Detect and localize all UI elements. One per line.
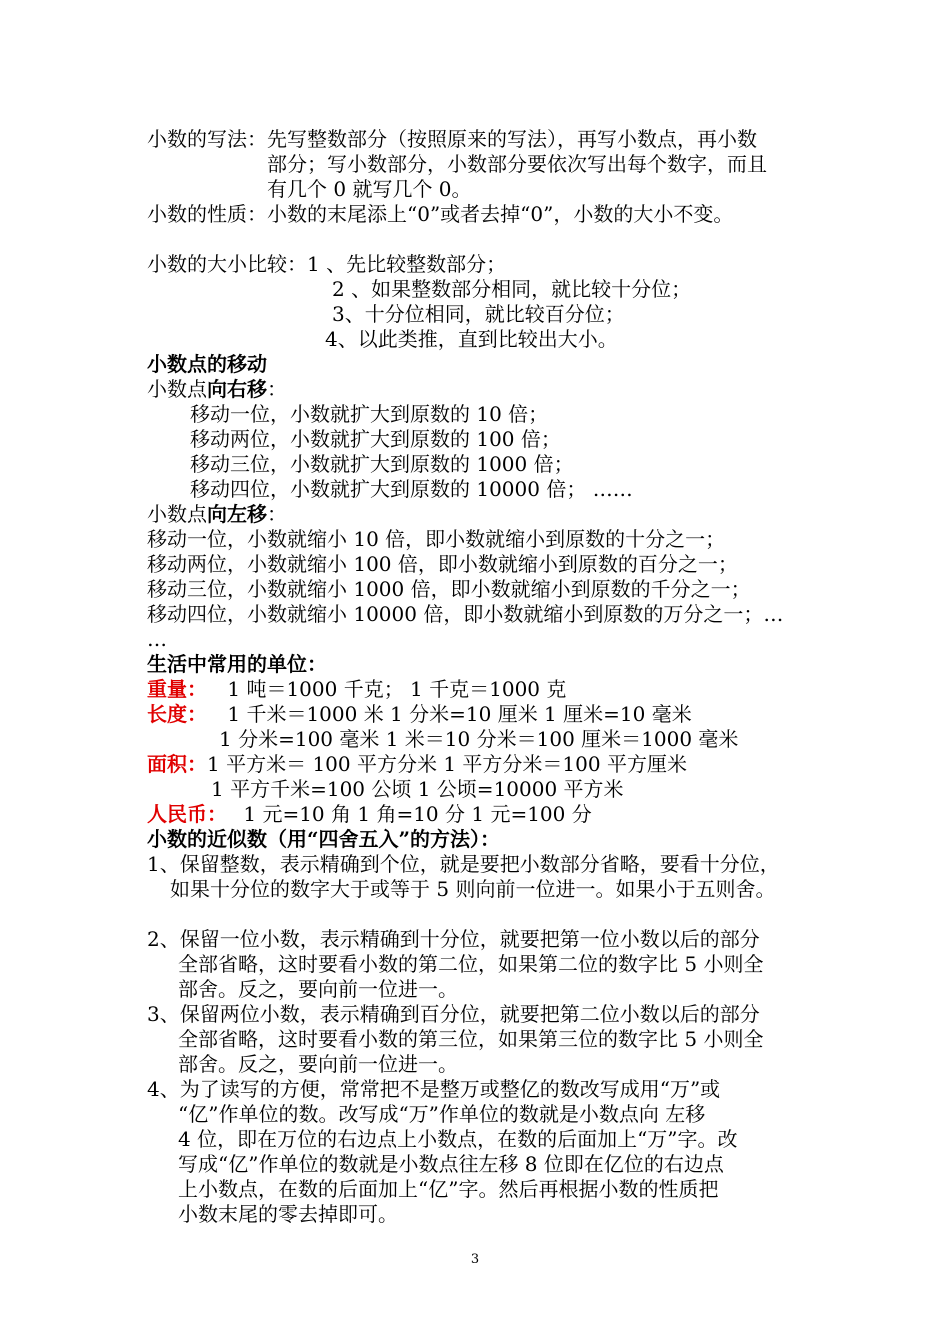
approx-p4-line: 小数末尾的零去掉即可。	[178, 1202, 398, 1226]
compare-line-4: 4、以此类推，直到比较出大小。	[325, 327, 618, 351]
move-left-item: 移动三位，小数就缩小 1000 倍，即小数就缩小到原数的千分之一；	[147, 577, 751, 601]
move-left-item: …	[147, 627, 167, 651]
move-left-prefix: 小数点	[147, 502, 207, 526]
writing-line-2: 部分；写小数部分，小数部分要依次写出每个数字，而且	[267, 152, 767, 176]
approx-p4-line: “亿”作单位的数。改写成“万”作单位的数就是小数点向 左移	[178, 1102, 706, 1126]
move-right-item: 移动四位，小数就扩大到原数的 10000 倍； ……	[190, 477, 633, 501]
units-weight-row	[147, 677, 566, 701]
compare-line-3: 3、十分位相同，就比较百分位；	[332, 302, 625, 326]
approx-heading: 小数的近似数（用“四舍五入”的方法）：	[147, 827, 501, 851]
units-money-row	[147, 802, 592, 826]
approx-p3-line: 部舍。反之，要向前一位进一。	[178, 1052, 458, 1076]
move-right-item: 移动一位，小数就扩大到原数的 10 倍；	[190, 402, 549, 426]
approx-p3-line: 3、保留两位小数，表示精确到百分位，就要把第二位小数以后的部分	[147, 1002, 760, 1026]
units-length-row	[147, 702, 692, 726]
units-length-2: 1 分米=100 毫米 1 米＝10 分米＝100 厘米＝1000 毫米	[219, 727, 739, 751]
move-right-prefix: 小数点	[147, 377, 207, 401]
move-right-heading	[147, 377, 287, 401]
move-left-item: 移动四位，小数就缩小 10000 倍，即小数就缩小到原数的万分之一；…	[147, 602, 784, 626]
move-left-suffix: ：	[267, 502, 287, 526]
units-heading: 生活中常用的单位：	[147, 652, 327, 676]
approx-p1-line: 如果十分位的数字大于或等于 5 则向前一位进一。如果小于五则舍。	[170, 877, 776, 901]
page-number: 3	[470, 1252, 480, 1267]
writing-line-1: 小数的写法：先写整数部分（按照原来的写法），再写小数点，再小数	[147, 127, 757, 151]
approx-p2-line: 全部省略，这时要看小数的第二位，如果第二位的数字比 5 小则全	[178, 952, 764, 976]
units-length-label: 长度：	[147, 702, 207, 726]
move-right-suffix: ：	[267, 377, 287, 401]
units-weight-label: 重量：	[147, 677, 207, 701]
move-left-heading	[147, 502, 287, 526]
units-money-label: 人民币：	[147, 802, 227, 826]
writing-line-3: 有几个 0 就写几个 0。	[267, 177, 472, 201]
compare-line-1: 小数的大小比较：1 、先比较整数部分；	[147, 252, 507, 276]
units-length-1: 1 千米＝1000 米 1 分米=10 厘米 1 厘米=10 毫米	[227, 702, 692, 726]
units-area-row	[147, 752, 687, 776]
units-area-1: 1 平方米＝ 100 平方分米 1 平方分米＝100 平方厘米	[207, 752, 687, 776]
move-heading: 小数点的移动	[147, 352, 267, 376]
property-line: 小数的性质：小数的末尾添上“0”或者去掉“0”，小数的大小不变。	[147, 202, 734, 226]
units-area-label: 面积：	[147, 752, 207, 776]
move-right-item: 移动三位，小数就扩大到原数的 1000 倍；	[190, 452, 574, 476]
approx-p4-line: 4、为了读写的方便，常常把不是整万或整亿的数改写成用“万”或	[147, 1077, 721, 1101]
approx-p4-line: 上小数点，在数的后面加上“亿”字。然后再根据小数的性质把	[178, 1177, 719, 1201]
approx-p3-line: 全部省略，这时要看小数的第三位，如果第三位的数字比 5 小则全	[178, 1027, 764, 1051]
units-weight: 1 吨＝1000 千克； 1 千克＝1000 克	[227, 677, 567, 701]
approx-p2-line: 部舍。反之，要向前一位进一。	[178, 977, 458, 1001]
move-left-item: 移动两位，小数就缩小 100 倍，即小数就缩小到原数的百分之一；	[147, 552, 738, 576]
approx-p2-line: 2、保留一位小数，表示精确到十分位，就要把第一位小数以后的部分	[147, 927, 760, 951]
approx-p4-line: 写成“亿”作单位的数就是小数点往左移 8 位即在亿位的右边点	[178, 1152, 724, 1176]
compare-line-2: 2 、如果整数部分相同，就比较十分位；	[332, 277, 692, 301]
move-left-bold: 向左移	[207, 502, 267, 526]
approx-p4-line: 4 位，即在万位的右边点上小数点，在数的后面加上“万”字。改	[178, 1127, 738, 1151]
units-money: 1 元=10 角 1 角=10 分 1 元=100 分	[243, 802, 592, 826]
units-area-2: 1 平方千米=100 公顷 1 公顷=10000 平方米	[211, 777, 624, 801]
move-left-item: 移动一位，小数就缩小 10 倍，即小数就缩小到原数的十分之一；	[147, 527, 726, 551]
move-right-item: 移动两位，小数就扩大到原数的 100 倍；	[190, 427, 561, 451]
approx-p1-line: 1、保留整数，表示精确到个位，就是要把小数部分省略，要看十分位，	[147, 852, 780, 876]
move-right-bold: 向右移	[207, 377, 267, 401]
